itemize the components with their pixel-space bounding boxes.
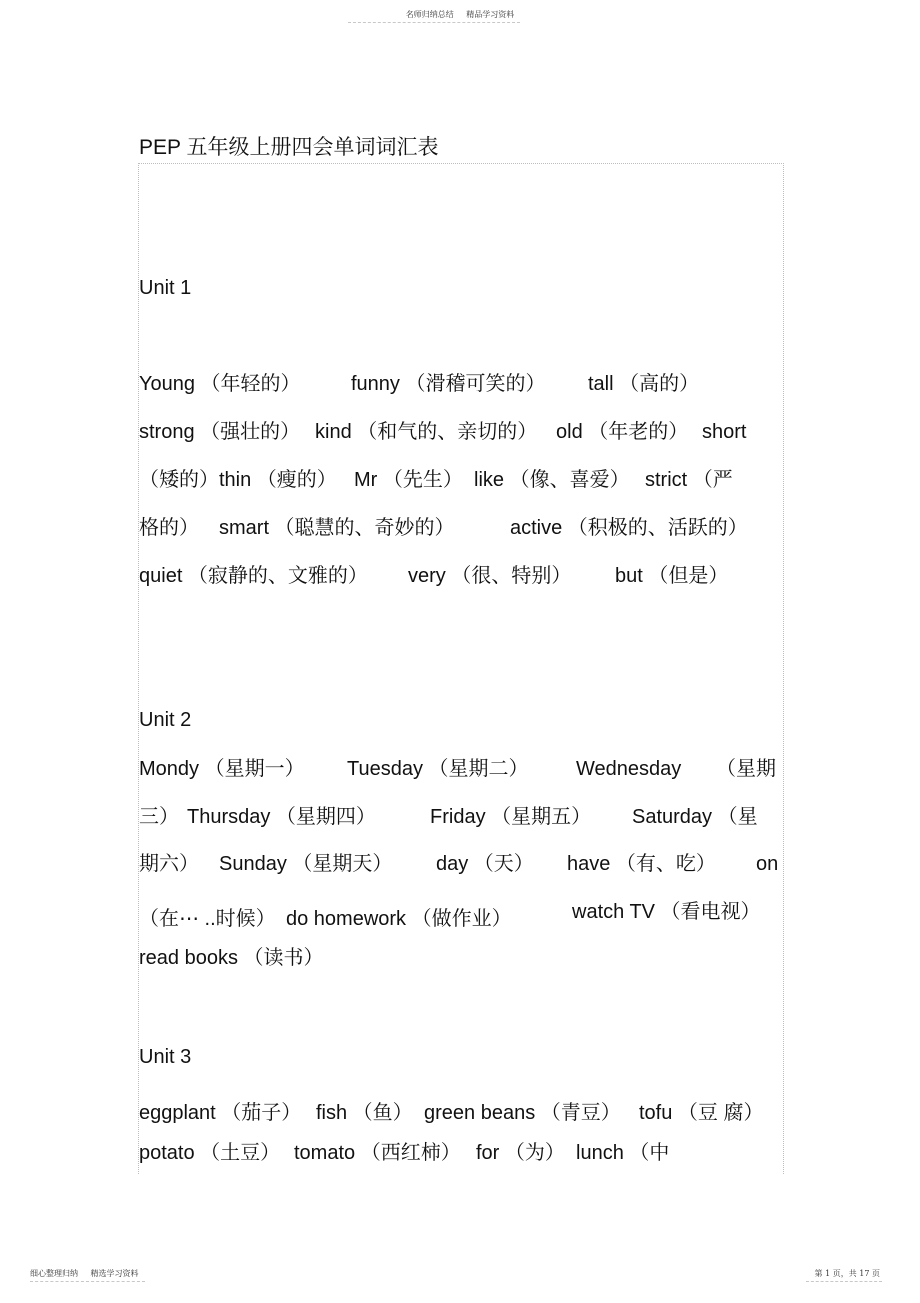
footer-divider-right (806, 1281, 882, 1282)
vocab-entry: read books （读书） (139, 947, 324, 969)
page-header (0, 9, 920, 20)
vocab-entry: short (702, 421, 747, 443)
vocab-entry: do homework （做作业） (286, 908, 512, 930)
vocab-entry: for （为） (476, 1142, 565, 1164)
vocab-entry: watch TV （看电视） (572, 901, 761, 923)
vocab-entry: lunch （中 (576, 1142, 670, 1164)
vocab-entry: have （有、吃） (567, 853, 716, 875)
vocab-entry: but （但是） (615, 565, 729, 587)
vocab-entry: strict （严 (645, 469, 733, 491)
vocab-entry: Sunday （星期天） (219, 853, 393, 875)
vocab-entry: 格的） (139, 517, 199, 539)
vocab-entry: Young （年轻的） (139, 373, 301, 395)
vocab-entry: （矮的）thin （瘦的） (139, 469, 337, 491)
vocab-entry: old （年老的） (556, 421, 689, 443)
footer-left-text: 细心整理归纳 (30, 1269, 78, 1278)
vocab-entry: 期六） (139, 853, 199, 875)
vocab-entry: Tuesday （星期二） (347, 758, 529, 780)
page-number: 第 1 页，共 17 页 (814, 1269, 880, 1278)
document-title: PEP 五年级上册四会单词词汇表 (139, 136, 439, 159)
unit-1-heading: Unit 1 (139, 277, 192, 299)
content-frame (138, 163, 784, 1174)
vocab-entry: tall （高的） (588, 373, 700, 395)
vocab-entry: tofu （豆 腐） (639, 1102, 764, 1124)
vocab-entry: kind （和气的、亲切的） (315, 421, 538, 443)
vocab-entry: active （积极的、活跃的） (510, 517, 748, 539)
vocab-entry: green beans （青豆） (424, 1102, 621, 1124)
footer-divider-left (30, 1281, 145, 1282)
vocab-entry: like （像、喜爱） (474, 469, 630, 491)
vocab-entry: Mr （先生） (354, 469, 463, 491)
header-right-text: 精品学习资料 (466, 10, 515, 19)
vocab-entry: very （很、特别） (408, 565, 572, 587)
vocab-entry: day （天） (436, 853, 534, 875)
vocab-entry: quiet （寂静的、文雅的） (139, 565, 368, 587)
vocab-entry: Mondy （星期一） (139, 758, 305, 780)
vocab-entry: eggplant （茄子） (139, 1102, 302, 1124)
vocab-entry: smart （聪慧的、奇妙的） (219, 517, 455, 539)
vocab-entry: （星期 (716, 758, 776, 780)
header-divider (348, 22, 520, 23)
vocab-entry: funny （滑稽可笑的） (351, 373, 546, 395)
vocab-entry: （在⋯ ..时候） (139, 908, 276, 930)
vocab-entry: on (756, 853, 779, 875)
page-footer-left (30, 1268, 139, 1279)
vocab-entry: Friday （星期五） (430, 806, 592, 828)
vocab-entry: fish （鱼） (316, 1102, 413, 1124)
vocab-entry: Saturday （星 (632, 806, 758, 828)
vocab-entry: Wednesday (576, 758, 682, 780)
vocab-entry: tomato （西红柿） (294, 1142, 461, 1164)
vocab-entry: strong （强壮的） (139, 421, 301, 443)
footer-left-text-2: 精选学习资料 (90, 1269, 139, 1278)
vocab-entry: potato （土豆） (139, 1142, 281, 1164)
vocab-entry: Thursday （星期四） (187, 806, 376, 828)
unit-2-heading: Unit 2 (139, 709, 192, 731)
vocab-entry: 三） (139, 806, 179, 828)
header-left-text: 名师归纳总结 (405, 10, 454, 19)
unit-3-heading: Unit 3 (139, 1046, 192, 1068)
